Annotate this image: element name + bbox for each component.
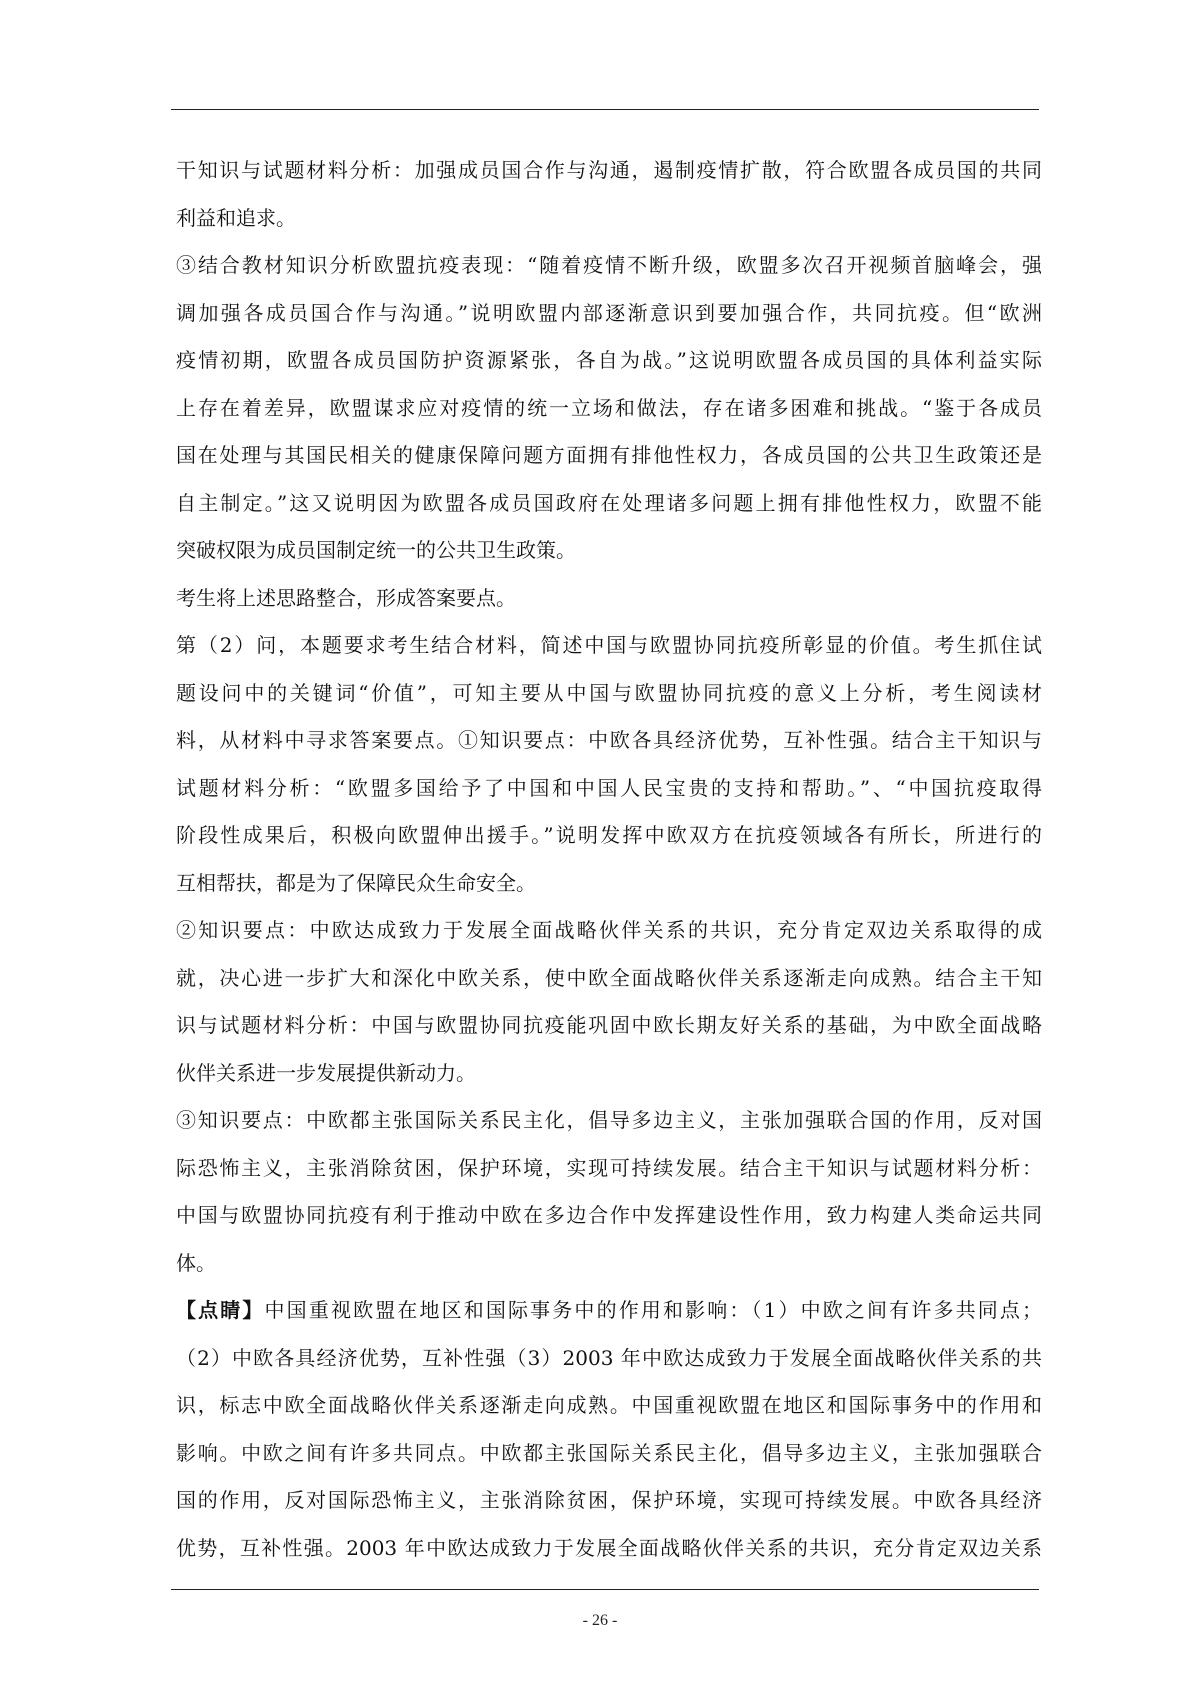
text-line: 际恐怖主义，主张消除贫困，保护环境，实现可持续发展。结合主干知识与试题材料分析： (176, 1155, 1042, 1180)
text-line: 中国与欧盟协同抗疫有利于推动中欧在多边合作中发挥建设性作用，致力构建人类命运共同 (176, 1203, 1042, 1227)
document-body (176, 155, 1042, 1580)
text-line: 识，标志中欧全面战略伙伴关系逐渐走向成熟。中国重视欧盟在地区和国际事务中的作用和 (176, 1393, 1042, 1417)
text-line: 题设问中的关键词“价值”，可知主要从中国与欧盟协同抗疫的意义上分析，考生阅读材 (176, 680, 1042, 705)
header-rule (171, 109, 1039, 110)
text-line: ②知识要点：中欧达成致力于发展全面战略伙伴关系的共识，充分肯定双边关系取得的成 (176, 918, 1042, 942)
text-line: 国的作用，反对国际恐怖主义，主张消除贫困，保护环境，实现可持续发展。中欧各具经济 (176, 1488, 1042, 1512)
text-line: 料，从材料中寻求答案要点。①知识要点：中欧各具经济优势，互补性强。结合主干知识与 (176, 728, 1042, 752)
text-line-content: 中国重视欧盟在地区和国际事务中的作用和影响：（1）中欧之间有许多共同点； (264, 1298, 1042, 1322)
text-line: 试题材料分析：“欧盟多国给予了中国和中国人民宝贵的支持和帮助。”、“中国抗疫取得 (176, 775, 1042, 800)
text-line: 自主制定。”这又说明因为欧盟各成员国政府在处理诸多问题上拥有排他性权力，欧盟不能 (176, 490, 1042, 515)
text-line: 伙伴关系进一步发展提供新动力。 (176, 1060, 476, 1085)
text-line: 影响。中欧之间有许多共同点。中欧都主张国际关系民主化，倡导多边主义，主张加强联合 (176, 1440, 1042, 1465)
text-line: 干知识与试题材料分析：加强成员国合作与沟通，遏制疫情扩散，符合欧盟各成员国的共同 (176, 158, 1042, 182)
text-line: 调加强各成员国合作与沟通。”说明欧盟内部逐渐意识到要加强合作，共同抗疫。但“欧洲 (176, 300, 1042, 325)
text-line: 考生将上述思路整合，形成答案要点。 (176, 585, 516, 610)
text-line: 互相帮扶，都是为了保障民众生命安全。 (176, 870, 536, 895)
text-line: 体。 (176, 1250, 216, 1275)
text-line: 第（2）问，本题要求考生结合材料，简述中国与欧盟协同抗疫所彰显的价值。考生抓住试 (176, 633, 1042, 657)
text-line: 阶段性成果后，积极向欧盟伸出援手。”说明发挥中欧双方在抗疫领域各有所长，所进行的 (176, 823, 1042, 847)
footer-rule (171, 1589, 1039, 1590)
text-line: 疫情初期，欧盟各成员国防护资源紧张，各自为战。”这说明欧盟各成员国的具体利益实际 (176, 348, 1042, 372)
text-line: 识与试题材料分析：中国与欧盟协同抗疫能巩固中欧长期友好关系的基础，为中欧全面战略 (176, 1013, 1042, 1037)
text-line: 突破权限为成员国制定统一的公共卫生政策。 (176, 538, 576, 562)
text-line: 优势，互补性强。2003 年中欧达成致力于发展全面战略伙伴关系的共识，充分肯定双边关系 (176, 1535, 1042, 1560)
highlight-label: 【点睛】 (176, 1298, 265, 1322)
text-line: ③结合教材知识分析欧盟抗疫表现：“随着疫情不断升级，欧盟多次召开视频首脑峰会，强 (176, 253, 1042, 277)
page-number: - 26 - (582, 1612, 618, 1629)
text-line: （2）中欧各具经济优势，互补性强（3）2003 年中欧达成致力于发展全面战略伙伴关系的共 (176, 1345, 1042, 1370)
text-line: 上存在着差异，欧盟谋求应对疫情的统一立场和做法，存在诸多困难和挑战。“鉴于各成员 (176, 395, 1042, 420)
text-line: 就，决心进一步扩大和深化中欧关系，使中欧全面战略伙伴关系逐渐走向成熟。结合主干知 (176, 965, 1042, 990)
text-line (176, 1295, 1042, 1343)
text-line: 利益和追求。 (176, 205, 296, 230)
text-line: ③知识要点：中欧都主张国际关系民主化，倡导多边主义，主张加强联合国的作用，反对国 (176, 1108, 1042, 1132)
text-line: 国在处理与其国民相关的健康保障问题方面拥有排他性权力，各成员国的公共卫生政策还是 (176, 443, 1042, 467)
